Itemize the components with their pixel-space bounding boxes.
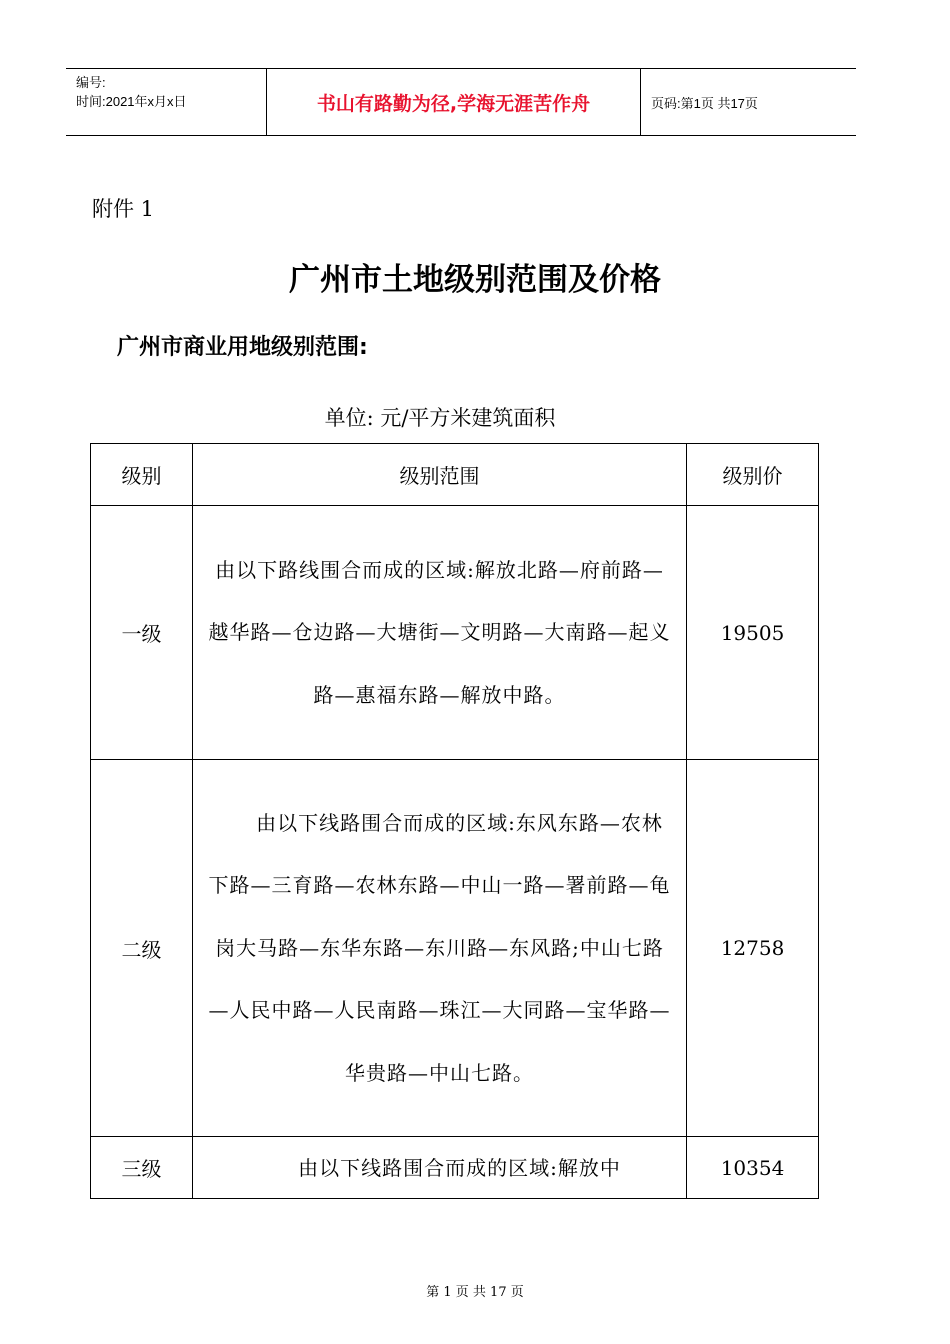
- page-footer: 第 1 页 共 17 页: [426, 1285, 524, 1300]
- land-level-table: [90, 443, 819, 1199]
- cell-range: 由以下线路围合而成的区域:解放中: [193, 1137, 687, 1199]
- header-meta: [66, 69, 267, 135]
- cell-price: 12758: [687, 760, 819, 1137]
- header-number-label: 编号:: [76, 75, 106, 90]
- document-title: 广州市土地级别范围及价格: [289, 262, 661, 298]
- page-header: [66, 68, 856, 136]
- section-subtitle: 广州市商业用地级别范围:: [117, 335, 368, 360]
- cell-range: 由以下路线围合而成的区域:解放北路—府前路—越华路—仓边路—大塘街—文明路—大南路—起义路—惠福东路—解放中路。: [193, 506, 687, 760]
- column-header-price: 级别价: [687, 444, 819, 506]
- table-header-row: [91, 444, 819, 506]
- unit-label: 单位: 元/平方米建筑面积: [324, 406, 556, 430]
- header-page-info: 页码:第1页 共17页: [651, 95, 758, 111]
- table-row: [91, 506, 819, 760]
- cell-price: 19505: [687, 506, 819, 760]
- header-motto: 书山有路勤为径,学海无涯苦作舟: [267, 69, 641, 135]
- column-header-level: 级别: [91, 444, 193, 506]
- cell-range: 由以下线路围合而成的区域:东风东路—农林下路—三育路—农林东路—中山一路—署前路—龟岗大马路—东华东路—东川路—东风路;中山七路—人民中路—人民南路—珠江—大同路—宝华路—华贵路—中山七路。: [193, 760, 687, 1137]
- cell-level: 二级: [91, 760, 193, 1137]
- table-row: [91, 1137, 819, 1199]
- cell-level: 一级: [91, 506, 193, 760]
- cell-level: 三级: [91, 1137, 193, 1199]
- table-row: [91, 760, 819, 1137]
- header-time-label: 时间:2021年x月x日: [76, 94, 187, 109]
- attachment-label: 附件 1: [92, 197, 155, 221]
- column-header-range: 级别范围: [193, 444, 687, 506]
- cell-price: 10354: [687, 1137, 819, 1199]
